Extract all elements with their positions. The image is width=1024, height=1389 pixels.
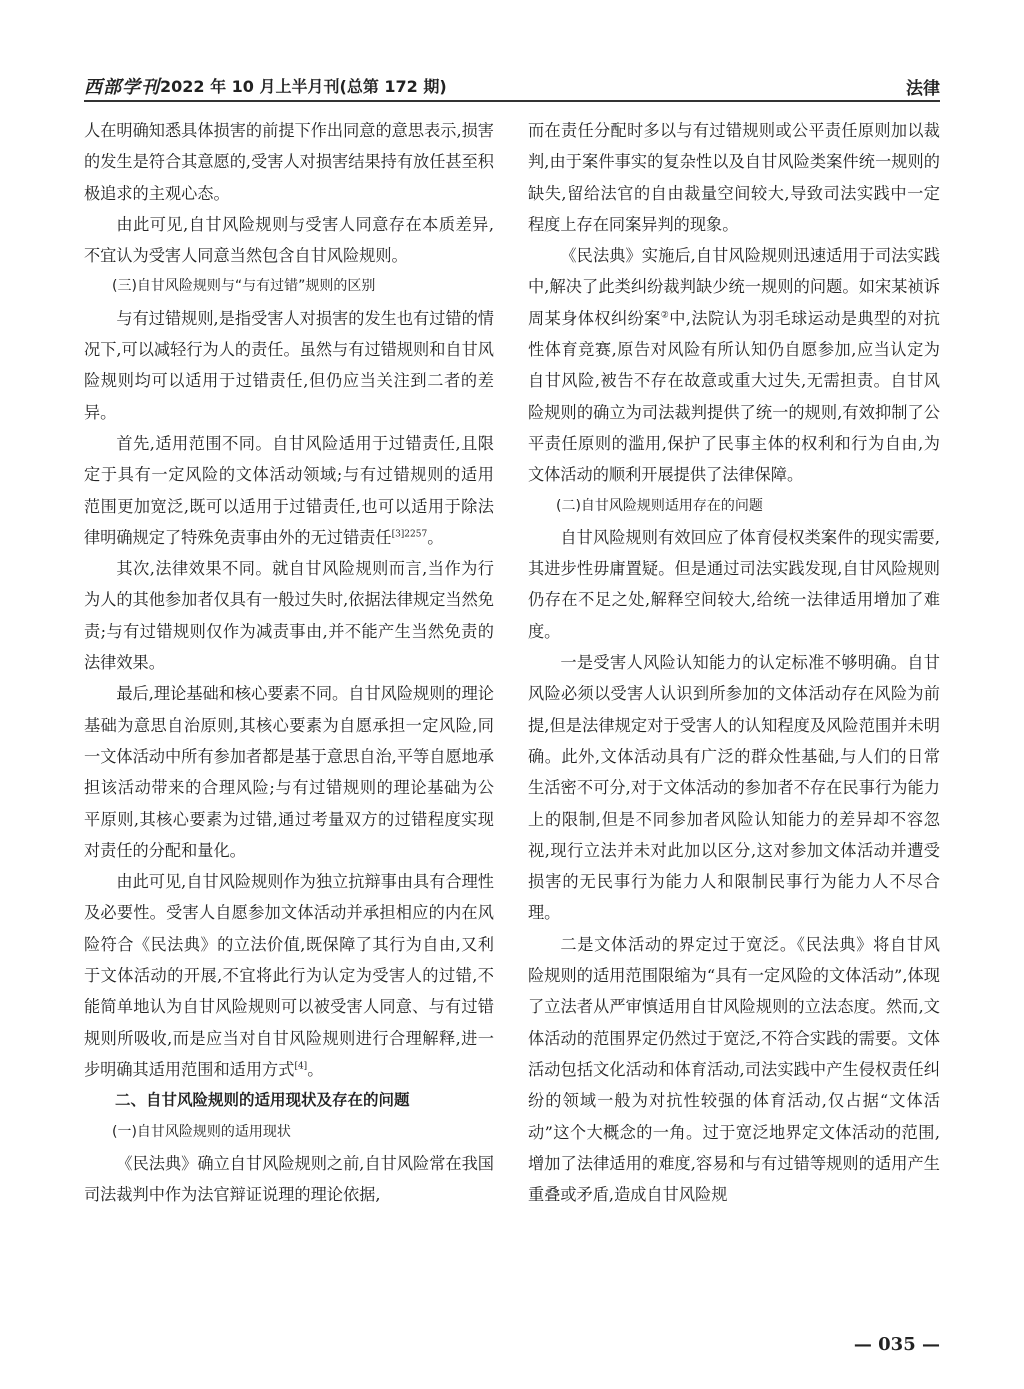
paragraph-text: 《民法典》实施后,自甘风险规则迅速适用于司法实践中,解决了此类纠纷裁判缺少统一规则的问题。如宋某祯诉周某身体权纠纷案 xyxy=(528,246,940,328)
page-number: — 035 — xyxy=(853,1334,940,1355)
paragraph: 一是受害人风险认知能力的认定标准不够明确。自甘风险必须以受害人认识到所参加的文体活动存在风险为前提,但是法律规定对于受害人的认知程度及风险范围并未明确。此外,文体活动具有广泛的群众性基础,与人们的日常生活密不可分,对于文体活动的参加者不存在民事行为能力上的限制,但是不同参加者风险认知能力的差异却不容忽视,现行立法并未对此加以区分,这对参加文体活动并遭受损害的无民事行为能力人和限制民事行为能力人不尽合理。 xyxy=(528,653,940,923)
paragraph: 二是文体活动的界定过于宽泛。《民法典》将自甘风险规则的适用范围限缩为“具有一定风险的文体活动”,体现了立法者从严审慎适用自甘风险规则的立法态度。然而,文体活动的范围界定仍然过于宽泛,不符合实践的需要。文体活动包括文化活动和体育活动,司法实践中产生侵权责任纠纷的领域一般为对抗性较强的体育活动,仅占据“文体活动”这个大概念的一角。过于宽泛地界定文体活动的范围,增加了法律适用的难度,容易和与有过错等规则的适用产生重叠或矛盾,造成自甘风险规 xyxy=(528,934,940,1205)
left-column xyxy=(84,115,494,1210)
paragraph-text: 由此可见,自甘风险规则作为独立抗辩事由具有合理性及必要性。受害人自愿参加文体活动并承担相应的内在风险符合《民法典》的立法价值,既保障了其行为自由,又利于文体活动的开展,不宜将此行为认定为受害人的过错,不能简单地认为自甘风险规则可以被受害人同意、与有过错规则所吸收,而是应当对自甘风险规则进行合理解释,进一步明确其适用范围和适用方式 xyxy=(84,872,494,1079)
paragraph: 而在责任分配时多以与有过错规则或公平责任原则加以裁判,由于案件事实的复杂性以及自甘风险类案件统一规则的缺失,留给法官的自由裁量空间较大,导致司法实践中一定程度上存在同案异判的现象。 xyxy=(528,121,940,234)
paragraph: 由此可见,自甘风险规则与受害人同意存在本质差异,不宜认为受害人同意当然包含自甘风险规则。 xyxy=(84,214,494,266)
subsection-heading: (一)自甘风险规则的适用现状 xyxy=(112,1123,291,1140)
section-heading: 二、自甘风险规则的适用现状及存在的问题 xyxy=(115,1091,410,1110)
footnote-marker: ② xyxy=(660,310,670,321)
citation-ref: [3]2257 xyxy=(391,529,428,540)
paragraph: 人在明确知悉具体损害的前提下作出同意的意思表示,损害的发生是符合其意愿的,受害人对损害结果持有放任甚至积极追求的主观心态。 xyxy=(84,121,494,203)
paragraph xyxy=(528,240,940,490)
paragraph: 自甘风险规则有效回应了体育侵权类案件的现实需要,其进步性毋庸置疑。但是通过司法实践发现,自甘风险规则仍存在不足之处,解释空间较大,给统一法律适用增加了难度。 xyxy=(528,527,940,641)
page-header xyxy=(84,71,940,99)
paragraph: 与有过错规则,是指受害人对损害的发生也有过错的情况下,可以减轻行为人的责任。虽然与有过错规则和自甘风险规则均可以适用于过错责任,但仍应当关注到二者的差异。 xyxy=(84,308,494,422)
paragraph-end: 。 xyxy=(427,527,444,547)
subsection-heading: (二)自甘风险规则适用存在的问题 xyxy=(556,497,763,514)
issue-info: 2022 年 10 月上半月刊(总第 172 期) xyxy=(160,77,447,96)
paragraph: 最后,理论基础和核心要素不同。自甘风险规则的理论基础为意思自治原则,其核心要素为自愿承担一定风险,同一文体活动中所有参加者都是基于意思自治,平等自愿地承担该活动带来的合理风险;与有过错规则的理论基础为公平原则,其核心要素为过错,通过考量双方的过错程度实现对责任的分配和量化。 xyxy=(84,684,494,860)
right-column xyxy=(528,115,940,1210)
citation-ref: [4] xyxy=(294,1061,308,1072)
section-name: 法律 xyxy=(906,79,940,99)
paragraph-end: 。 xyxy=(307,1059,324,1079)
journal-logo: 西部学刊 xyxy=(84,77,160,98)
paragraph-text: 首先,适用范围不同。自甘风险适用于过错责任,且限定于具有一定风险的文体活动领域;与有过错规则的适用范围更加宽泛,既可以适用于过错责任,也可以适用于除法律明确规定了特殊免责事由外的无过错责任 xyxy=(84,433,494,547)
subsection-heading: (三)自甘风险规则与“与有过错”规则的区别 xyxy=(112,278,376,295)
header-rule xyxy=(84,100,940,102)
paragraph xyxy=(84,866,494,1085)
paragraph: 其次,法律效果不同。就自甘风险规则而言,当作为行为人的其他参加者仅具有一般过失时,依据法律规定当然免责;与有过错规则仅作为减责事由,并不能产生当然免责的法律效果。 xyxy=(84,559,494,673)
paragraph: 《民法典》确立自甘风险规则之前,自甘风险常在我国司法裁判中作为法官辩证说理的理论依据, xyxy=(84,1153,494,1205)
paragraph-text: 中,法院认为羽毛球运动是典型的对抗性体育竞赛,原告对风险有所认知仍自愿参加,应当认定为自甘风险,被告不存在故意或重大过失,无需担责。自甘风险规则的确立为司法裁判提供了统一的规则,有效抑制了公平责任原则的滥用,保护了民事主体的权利和行为自由,为文体活动的顺利开展提供了法律保障。 xyxy=(528,308,940,485)
paragraph xyxy=(84,428,494,553)
